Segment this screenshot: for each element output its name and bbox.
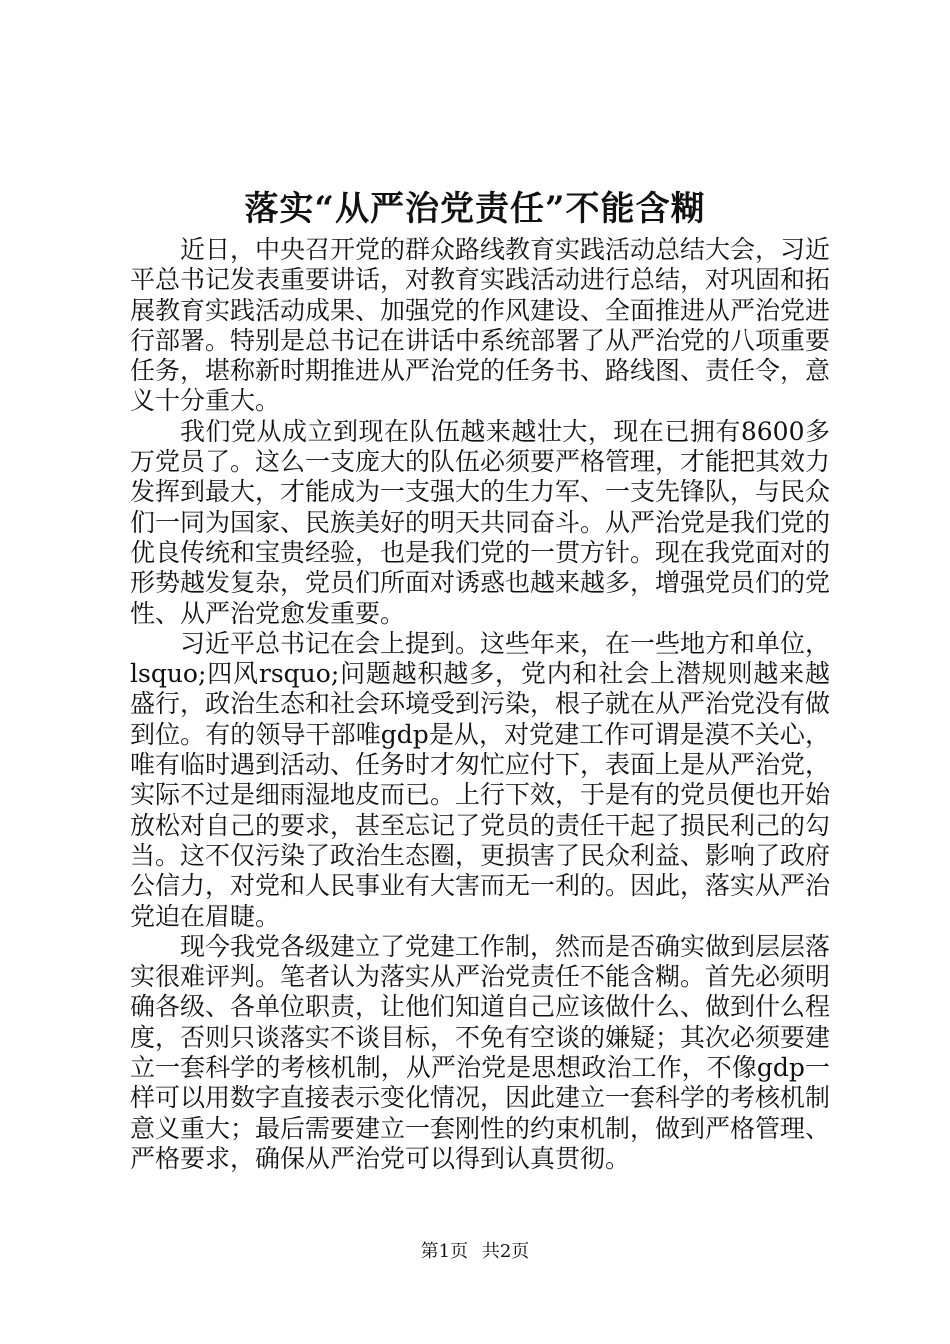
document-body	[130, 235, 830, 1174]
paragraph-2: 我们党从成立到现在队伍越来越壮大，现在已拥有8600多万党员了。这么一支庞大的队伍必须要严格管理，才能把其效力发挥到最大，才能成为一支强大的生力军、一支先锋队，与民众们一同为国家、民族美好的明天共同奋斗。从严治党是我们党的优良传统和宝贵经验，也是我们党的一贯方针。现在我党面对的形势越发复杂，党员们所面对诱惑也越来越多，增强党员们的党性、从严治党愈发重要。	[130, 416, 831, 628]
paragraph-1: 近日，中央召开党的群众路线教育实践活动总结大会，习近平总书记发表重要讲话，对教育实践活动进行总结，对巩固和拓展教育实践活动成果、加强党的作风建设、全面推进从严治党进行部署。特别是总书记在讲话中系统部署了从严治党的八项重要任务，堪称新时期推进从严治党的任务书、路线图、责任令，意义十分重大。	[130, 235, 831, 416]
paragraph-3: 习近平总书记在会上提到。这些年来，在一些地方和单位，lsquo;四风rsquo;问题越积越多，党内和社会上潜规则越来越盛行，政治生态和社会环境受到污染，根子就在从严治党没有做到位。有的领导干部唯gdp是从，对党建工作可谓是漠不关心，唯有临时遇到活动、任务时才匆忙应付下，表面上是从严治党，实际不过是细雨湿地皮而已。上行下效，于是有的党员便也开始放松对自己的要求，甚至忘记了党员的责任干起了损民利己的勾当。这不仅污染了政治生态圈，更损害了民众利益、影响了政府公信力，对党和人民事业有大害而无一利的。因此，落实从严治党迫在眉睫。	[130, 628, 831, 931]
paragraph-4: 现今我党各级建立了党建工作制，然而是否确实做到层层落实很难评判。笔者认为落实从严治党责任不能含糊。首先必须明确各级、各单位职责，让他们知道自己应该做什么、做到什么程度，否则只谈落实不谈目标，不免有空谈的嫌疑；其次必须要建立一套科学的考核机制，从严治党是思想政治工作，不像gdp一样可以用数字直接表示变化情况，因此建立一套科学的考核机制意义重大；最后需要建立一套刚性的约束机制，做到严格管理、严格要求，确保从严治党可以得到认真贯彻。	[130, 931, 831, 1173]
page-number: 第1页	[420, 1241, 469, 1262]
page-total: 共2页	[481, 1241, 530, 1262]
document-title: 落实“从严治党责任”不能含糊	[244, 189, 706, 229]
page-footer	[0, 1240, 950, 1264]
